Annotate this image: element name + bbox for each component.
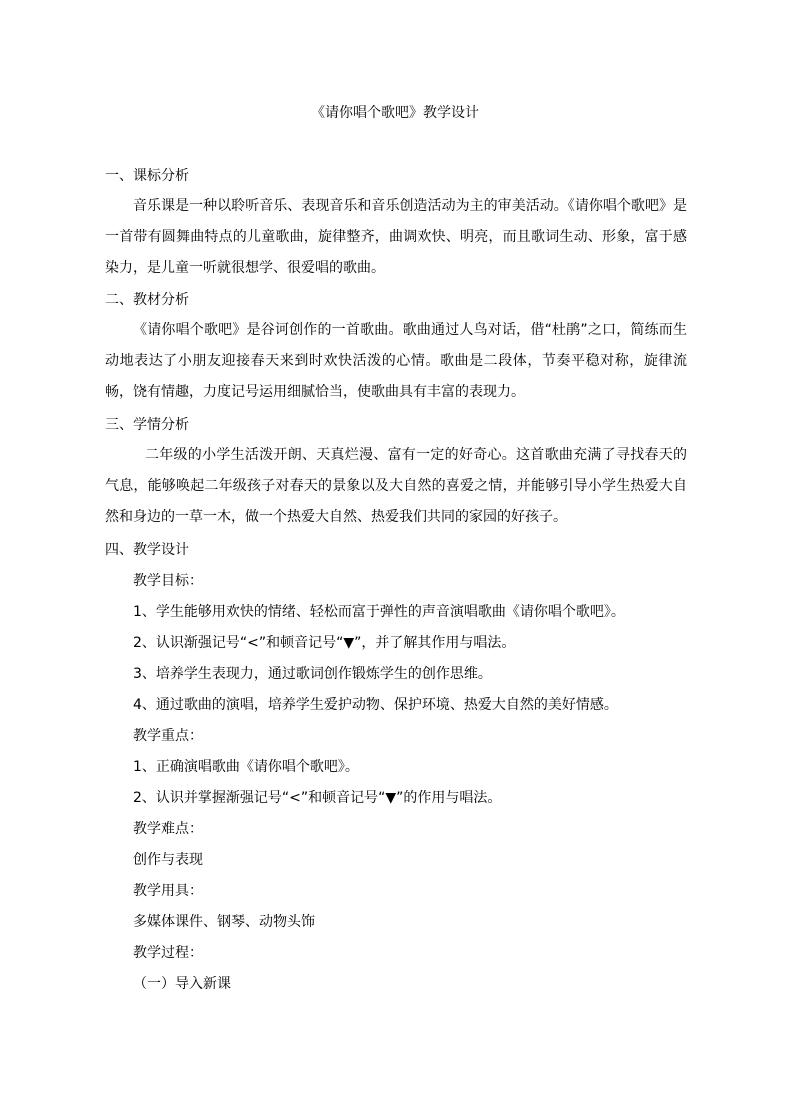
label-teaching-tools: 教学用具：	[133, 883, 203, 899]
document-title: 《请你唱个歌吧》教学设计	[311, 105, 479, 121]
label-difficulties: 教学难点：	[133, 821, 203, 837]
label-teaching-process: 教学过程：	[133, 945, 203, 961]
section-body-material: 《请你唱个歌吧》是谷诃创作的一首歌曲。歌曲通过人鸟对话，借“杜鹃”之口，简练而生动地表达了小朋友迎接春天来到时欢快活泼的心情。歌曲是二段体，节奏平稳对称，旋律流畅，饶有情趣，力度记号运用细腻恰当，使歌曲具有丰富的表现力。	[105, 322, 687, 400]
section-heading-material: 二、教材分析	[105, 292, 189, 308]
goal-item-1: 1、学生能够用欢快的情绪、轻松而富于弹性的声音演唱歌曲《请你唱个歌吧》。	[133, 604, 625, 620]
difficulty-item: 创作与表现	[133, 852, 203, 868]
goal-item-3: 3、培养学生表现力，通过歌词创作锻炼学生的创作思维。	[133, 666, 492, 682]
section-heading-curriculum: 一、课标分析	[105, 168, 189, 184]
goal-item-2: 2、认识渐强记号“<”和顿音记号“▼”，并了解其作用与唱法。	[133, 635, 516, 651]
key-point-item-1: 1、正确演唱歌曲《请你唱个歌吧》。	[133, 759, 359, 775]
label-teaching-goals: 教学目标：	[133, 573, 203, 589]
goal-item-4: 4、通过歌曲的演唱，培养学生爱护动物、保护环境、热爱大自然的美好情感。	[133, 697, 618, 713]
section-body-curriculum: 音乐课是一种以聆听音乐、表现音乐和音乐创造活动为主的审美活动。《请你唱个歌吧》是一首带有圆舞曲特点的儿童歌曲，旋律整齐，曲调欢快、明亮，而且歌词生动、形象，富于感染力，是儿童一听就很想学、很爱唱的歌曲。	[105, 198, 687, 276]
section-body-students: 二年级的小学生活泼开朗、天真烂漫、富有一定的好奇心。这首歌曲充满了寻找春天的气息，能够唤起二年级孩子对春天的景象以及大自然的喜爱之情，并能够引导小学生热爱大自然和身边的一草一木，做一个热爱大自然、热爱我们共同的家园的好孩子。	[105, 447, 687, 525]
process-step-1: （一）导入新课	[133, 976, 231, 992]
key-point-item-2: 2、认识并掌握渐强记号“<”和顿音记号“▼”的作用与唱法。	[133, 790, 502, 806]
section-heading-students: 三、学情分析	[105, 417, 189, 433]
teaching-tools-item: 多媒体课件、钢琴、动物头饰	[133, 914, 315, 930]
label-key-points: 教学重点：	[133, 728, 203, 744]
section-heading-design: 四、教学设计	[105, 542, 189, 558]
